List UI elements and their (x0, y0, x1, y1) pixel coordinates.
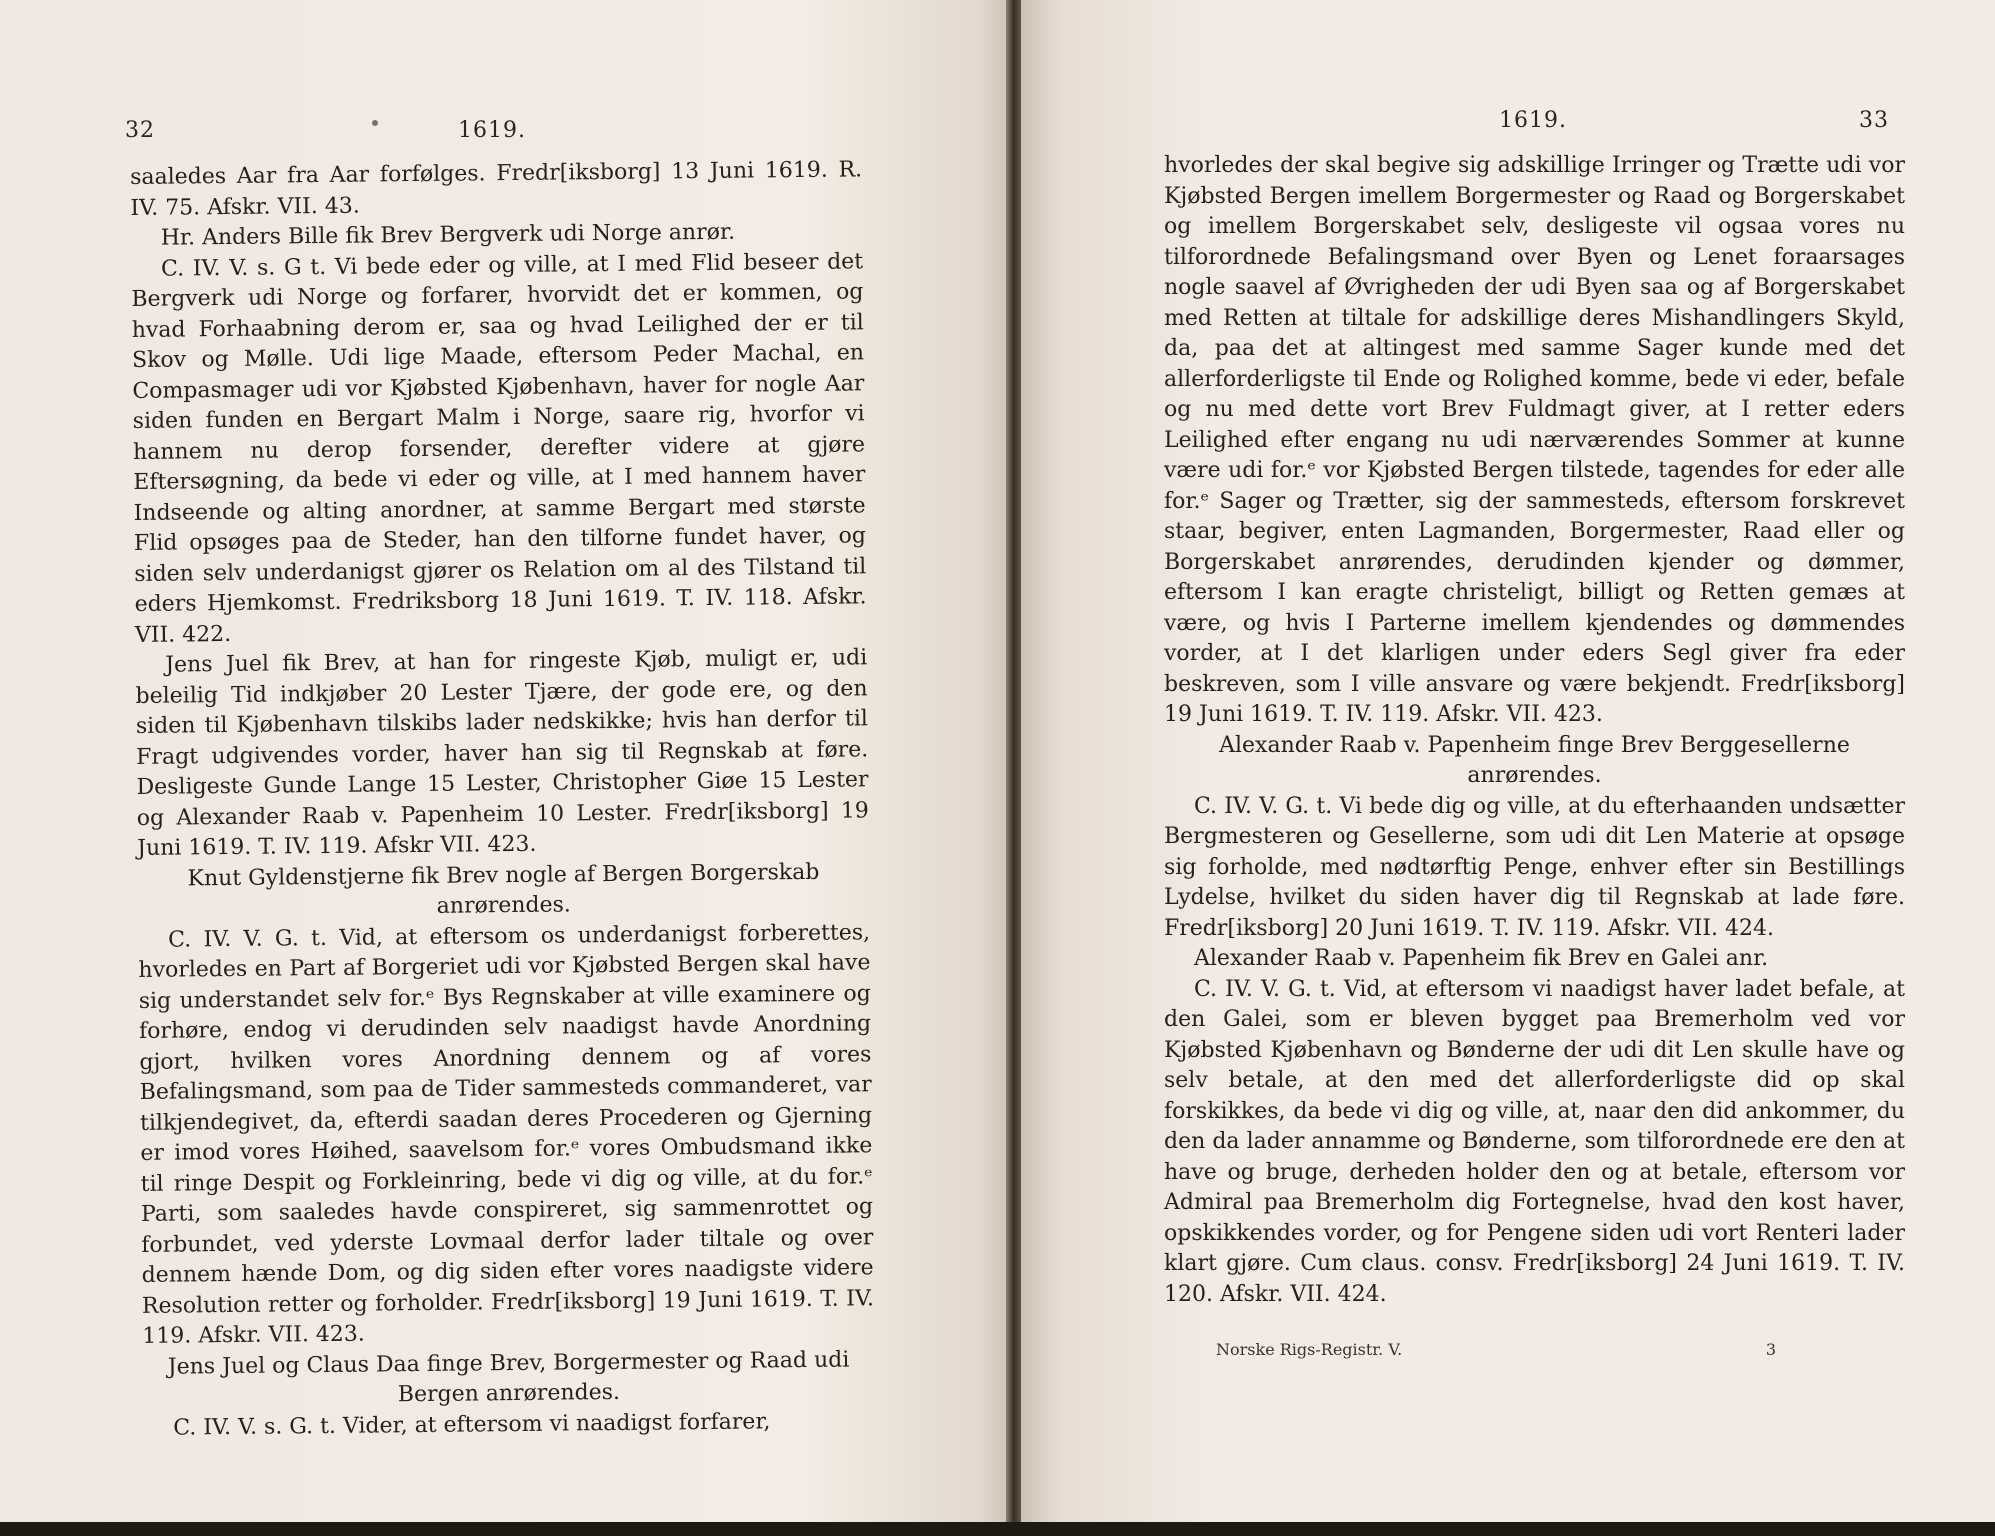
letter-heading: Knut Gyldenstjerne fik Brev nogle af Bergen Borgerskab anrørendes. (187, 859, 820, 919)
text-paragraph: hvorledes der skal begive sig adskillige Irringer og Trætte udi vor Kjøbsted Bergen imellem Borgermester og Raad og Borgerskabet og imellem Borgerskabet selv, desligeste vil ogsaa vores nu tilforordnede Befalingsmand over Byen og Lenet foraarsages nogle saavel af Øvrigheden der udi Byen saa og af Borgerskabet med Retten at tiltale for adskillige deres Mishandlingers Skyld, da, paa det at altingest med samme Sager kunde med det allerforderligste til Ende og Rolighed komme, bede vi eder, befale og nu med dette vort Brev Fuldmagt giver, at I retter eders Leilighed efter engang nu udi nærværendes Sommer at kunne være udi for.ᵉ vor Kjøbsted Bergen tilstede, tagendes for eder alle for.ᵉ Sager og Trætter, sig der sammesteds, eftersom forskrevet staar, begiver, enten Lagmanden, Borgermester, Raad eller og Borgerskabet anrørendes, derudinden kjender og dømmer, eftersom I kan eragte christeligt, billigt og Retten gemæs at være, og hvis I Parterne imellem kjendendes og dømmendes vorder, at I det klarligen under eders Segl giver fra eder beskreven, som I ville ansvare og være bekjendt. Fredr[iksborg] 19 Juni 1619. T. IV. 119. Afskr. VII. 423. (1164, 153, 1905, 727)
text-paragraph: C. IV. V. s. G. t. Vider, at eftersom vi naadigst forfarer, (173, 1408, 771, 1441)
left-page-year: 1619. (458, 118, 526, 143)
letter-heading: Jens Juel og Claus Daa finge Brev, Borgermester og Raad udi Bergen anrørendes. (167, 1347, 850, 1408)
right-page-body (1164, 151, 1905, 1310)
text-paragraph: C. IV. V. s. G t. Vi bede eder og ville, at I med Flid beseer det Bergverk udi Norge og forfarer, hvorvidt det er kommen, og hvad Forhaabning derom er, saa og hvad Leilighed der er til Skov og Mølle. Udi lige Maade, eftersom Peder Machal, en Compasmager udi vor Kjøbsted Kjøbenhavn, haver for nogle Aar siden funden en Bergart Malm i Norge, saare rig, hvorfor vi hannem nu derop forsender, derefter videre at gjøre Eftersøgning, da bede vi eder og ville, at I med hannem haver Indseende og alting anordner, at samme Bergart med største Flid opsøges paa de Steder, han den tilforne fundet haver, og siden selv underdanigst gjører os Relation om al des Tilstand til eders Hjemkomst. Fredriksborg 18 Juni 1619. T. IV. 118. Afskr. VII. 422. (131, 248, 867, 648)
letter-heading: Hr. Anders Bille fik Brev Bergverk udi Norge anrør. (160, 219, 736, 251)
letter-heading: Alexander Raab v. Papenheim fik Brev en Galei anr. (1194, 946, 1769, 971)
right-page (1021, 0, 1995, 1525)
right-page-number: 33 (1859, 108, 1889, 133)
text-paragraph: saaledes Aar fra Aar forfølges. Fredr[iksborg] 13 Juni 1619. R. IV. 75. Afskr. VII. 43. (130, 157, 863, 221)
footer-title: Norske Rigs-Registr. V. (1216, 1340, 1403, 1359)
page-edge-bottom (0, 1522, 1995, 1536)
text-paragraph: C. IV. V. G. t. Vi bede dig og ville, at du efterhaanden undsætter Bergmesteren og Gesellerne, som udi dit Len Materie at opsøge sig forholde, med nødtørftig Penge, enhver efter sin Bestillings Lydelse, hvilket du siden haver dig til Regnskab at lade føre. Fredr[iksborg] 20 Juni 1619. T. IV. 119. Afskr. VII. 424. (1164, 793, 1905, 941)
text-paragraph: C. IV. V. G. t. Vid, at eftersom os underdanigst forberettes, hvorledes en Part af Borgeriet udi vor Kjøbsted Bergen skal have sig understandet selv for.ᵉ Bys Regnskaber at ville examinere og forhøre, endog vi derudinden selv naadigst havde Anordning gjort, hvilken vores Anordning dennem og af vores Befalingsmand, som paa de Tider sammesteds commanderet, var tilkjendegivet, da, efterdi saadan deres Procederen og Gjerning er imod vores Høihed, saavelsom for.ᵉ vores Ombudsmand ikke til ringe Despit og Forkleinring, bede vi dig og ville, at du for.ᵉ Parti, som saaledes havde conspireret, sig sammenrottet og forbundet, ved yderste Lovmaal derfor lader tiltale og over dennem hænde Dom, og dig siden efter vores naadigste videre Resolution retter og forholder. Fredr[iksborg] 19 Juni 1619. T. IV. 119. Afskr. VII. 423. (138, 919, 875, 1349)
text-paragraph: C. IV. V. G. t. Vid, at eftersom vi naadigst haver ladet befale, at den Galei, som er bleven bygget paa Bremerholm ved vor Kjøbsted Kjøbenhavn og Bønderne der udi dit Len skulle have og selv betale, at den med det allerforderligste did op skal forskikkes, da bede vi dig og ville, at, naar den did ankommer, du den da lader annamme og Bønderne, som tilforordnede ere den at have og bruge, derheden holder den og at betale, eftersom vor Admiral paa Bremerholm dig Fortegnelse, hvad den kost haver, opskikkendes vorder, og for Pengene siden udi vort Renteri lader klart gjøre. Cum claus. consv. Fredr[iksborg] 24 Juni 1619. T. IV. 120. Afskr. VII. 424. (1164, 976, 1905, 1307)
page-footer (1216, 1340, 1776, 1359)
right-page-year: 1619. (1499, 108, 1567, 133)
left-page-body (130, 155, 875, 1444)
left-page-number: 32 (125, 118, 155, 143)
signature-mark: 3 (1765, 1340, 1776, 1359)
ink-speck (372, 120, 378, 126)
text-paragraph: Jens Juel fik Brev, at han for ringeste Kjøb, muligt er, udi beleilig Tid indkjøber 20 Lester Tjære, der gode ere, og den siden til Kjøbenhavn tilskibs lader nedskikke; hvis han derfor til Fragt udgivendes vorder, haver han sig til Regnskab at føre. Desligeste Gunde Lange 15 Lester, Christopher Giøe 15 Lester og Alexander Raab v. Papenheim 10 Lester. Fredr[iksborg] 19 Juni 1619. T. IV. 119. Afskr VII. 423. (135, 645, 869, 861)
letter-heading: Alexander Raab v. Papenheim finge Brev Berggesellerne anrørendes. (1219, 732, 1850, 788)
